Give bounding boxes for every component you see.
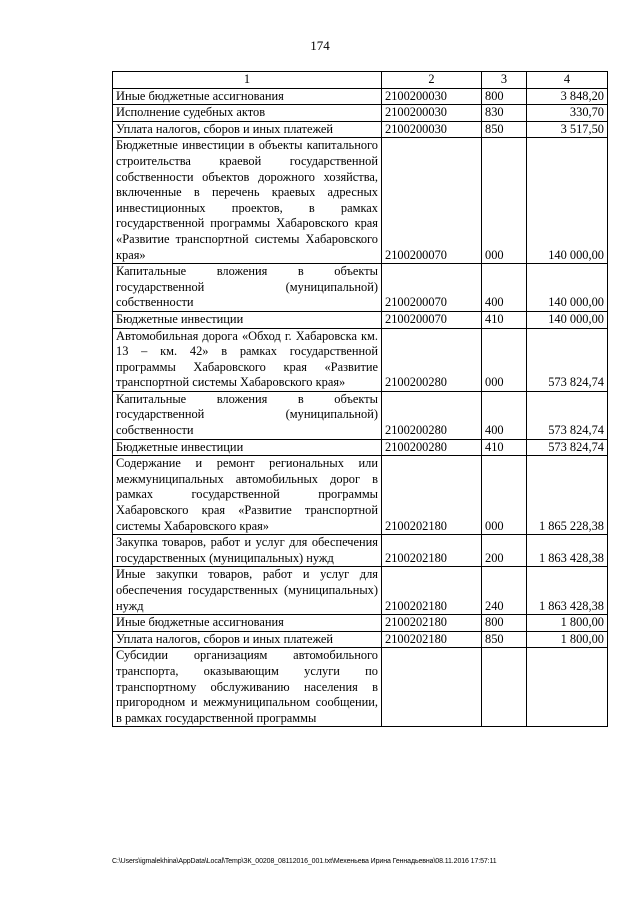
row-sum-cell [527,648,608,727]
table-row [113,615,608,632]
table-row [113,121,608,138]
row-sum-cell: 3 517,50 [527,121,608,138]
row-name-cell: Автомобильная дорога «Обход г. Хабаровска км. 13 – км. 42» в рамках государственной программы Хабаровского края «Развитие транспортной системы Хабаровского края» [113,328,382,391]
row-sum-cell: 1 863 428,38 [527,567,608,615]
row-code-cell: 2100200070 [382,311,482,328]
row-name-cell: Уплата налогов, сборов и иных платежей [113,631,382,648]
row-sum-cell: 573 824,74 [527,439,608,456]
row-name-cell: Иные бюджетные ассигнования [113,88,382,105]
header-col-1: 1 [113,72,382,89]
header-col-2: 2 [382,72,482,89]
row-code-cell: 2100200030 [382,88,482,105]
row-sum-cell: 1 863 428,38 [527,535,608,567]
header-col-3: 3 [482,72,527,89]
table-header-row [113,72,608,89]
row-code-cell: 2100200070 [382,264,482,312]
row-type-cell: 800 [482,88,527,105]
row-sum-cell: 140 000,00 [527,264,608,312]
table-row [113,567,608,615]
row-sum-cell: 3 848,20 [527,88,608,105]
row-sum-cell: 1 800,00 [527,615,608,632]
table-row [113,328,608,391]
row-name-cell: Капитальные вложения в объекты государственной (муниципальной) собственности [113,391,382,439]
table-row [113,456,608,535]
row-type-cell: 410 [482,439,527,456]
row-sum-cell: 1 865 228,38 [527,456,608,535]
table-row [113,648,608,727]
row-code-cell: 2100200070 [382,138,482,264]
row-code-cell: 2100200280 [382,439,482,456]
row-type-cell: 850 [482,121,527,138]
row-name-cell: Иные закупки товаров, работ и услуг для обеспечения государственных (муниципальных) нужд [113,567,382,615]
row-code-cell [382,648,482,727]
row-name-cell: Бюджетные инвестиции [113,439,382,456]
row-sum-cell: 1 800,00 [527,631,608,648]
budget-table [112,71,608,727]
row-type-cell: 830 [482,105,527,122]
row-type-cell: 240 [482,567,527,615]
row-name-cell: Закупка товаров, работ и услуг для обеспечения государственных (муниципальных) нужд [113,535,382,567]
row-type-cell: 000 [482,328,527,391]
file-path-footer: C:\Users\igmalekhina\AppData\Local\Temp\ЗК_00208_08112016_001.txt\Мехеньева Ирина Геннадьевна\08.11.2016 17:57:11 [112,858,497,865]
row-type-cell: 400 [482,264,527,312]
row-sum-cell: 573 824,74 [527,328,608,391]
table-row [113,264,608,312]
row-type-cell: 400 [482,391,527,439]
row-name-cell: Субсидии организациям автомобильного транспорта, оказывающим услуги по транспортному обслуживанию населения в пригородном и межмуниципальном сообщении, в рамках государственной программы [113,648,382,727]
row-sum-cell: 140 000,00 [527,311,608,328]
page-number: 174 [310,38,330,53]
row-name-cell: Бюджетные инвестиции [113,311,382,328]
row-code-cell: 2100202180 [382,535,482,567]
table-row [113,535,608,567]
row-code-cell: 2100200030 [382,121,482,138]
row-type-cell [482,648,527,727]
row-code-cell: 2100202180 [382,615,482,632]
row-code-cell: 2100202180 [382,456,482,535]
table-row [113,88,608,105]
row-code-cell: 2100200280 [382,328,482,391]
row-type-cell: 850 [482,631,527,648]
row-code-cell: 2100202180 [382,567,482,615]
row-name-cell: Уплата налогов, сборов и иных платежей [113,121,382,138]
row-name-cell: Капитальные вложения в объекты государственной (муниципальной) собственности [113,264,382,312]
table-row [113,439,608,456]
row-name-cell: Исполнение судебных актов [113,105,382,122]
row-type-cell: 410 [482,311,527,328]
row-sum-cell: 330,70 [527,105,608,122]
table-row [113,631,608,648]
row-type-cell: 000 [482,456,527,535]
table-row [113,105,608,122]
row-name-cell: Иные бюджетные ассигнования [113,615,382,632]
row-type-cell: 800 [482,615,527,632]
row-type-cell: 000 [482,138,527,264]
row-type-cell: 200 [482,535,527,567]
table-row [113,311,608,328]
table-row [113,391,608,439]
row-code-cell: 2100200030 [382,105,482,122]
row-code-cell: 2100202180 [382,631,482,648]
row-sum-cell: 140 000,00 [527,138,608,264]
header-col-4: 4 [527,72,608,89]
row-name-cell: Содержание и ремонт региональных или межмуниципальных автомобильных дорог в рамках государственной программы Хабаровского края «Развитие транспортной системы Хабаровского края» [113,456,382,535]
row-code-cell: 2100200280 [382,391,482,439]
row-sum-cell: 573 824,74 [527,391,608,439]
row-name-cell: Бюджетные инвестиции в объекты капитального строительства краевой государственной собственности объектов дорожного хозяйства, включенные в перечень краевых адресных инвестиционных проектов, в рамках государственной программы Хабаровского края «Развитие транспортной системы Хабаровского края» [113,138,382,264]
table-row [113,138,608,264]
